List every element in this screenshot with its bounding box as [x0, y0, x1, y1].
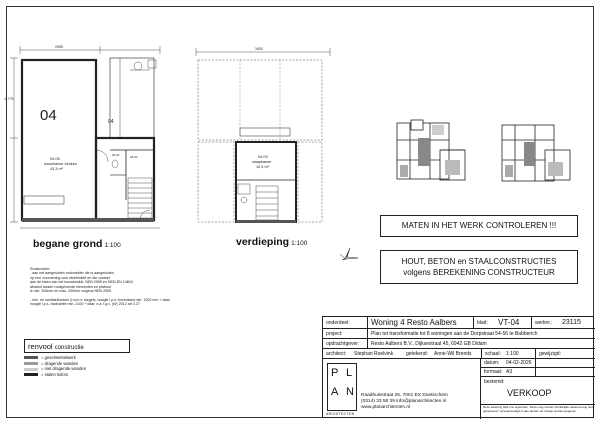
- tb-row-formaat: [481, 368, 595, 377]
- note-line: - aan net aangesloten rookmelder die is aangesloten: [30, 271, 114, 276]
- legend-label: = gevelmetselwerk: [41, 355, 76, 360]
- tb-onderdeel-value: Woning 4 Resto Aalbers: [367, 317, 473, 328]
- tb-architect-value: Stephan Roelvink: [354, 350, 394, 357]
- tb-row-opdrachtgever: [323, 339, 595, 349]
- ground-dim-top: 2055: [55, 45, 63, 49]
- plan-logo: [327, 363, 357, 411]
- legend-row: [24, 372, 86, 378]
- tb-address1: Raadhuisstraat 25, 7001 EX Doetinchem: [361, 393, 448, 398]
- plan-logo-letter: N: [346, 386, 354, 398]
- ground-floor-title-text: begane grond: [33, 238, 103, 250]
- tb-onderdeel-label: onderdeel:: [326, 319, 350, 326]
- material-legend: [24, 355, 86, 377]
- tb-architect-label: architect:: [326, 350, 347, 357]
- tb-gewijzigd-column: [535, 349, 536, 377]
- ground-unit-number: 04: [40, 107, 57, 124]
- tb-getekend-value: Anne-Wil Brends: [434, 350, 472, 357]
- ground-room-name: 04-06: [50, 157, 60, 161]
- north-arrow-icon: [336, 248, 358, 260]
- tb-row-architect: [323, 349, 595, 359]
- upper-floor-plan: [196, 48, 330, 223]
- renvool-word2: constructie: [54, 345, 84, 351]
- note-line: op een voorziening voor elektriciteit en die voldoet: [30, 275, 110, 280]
- tb-row-onderdeel: [323, 317, 595, 329]
- plan-logo-letter: A: [331, 386, 339, 398]
- tb-address2: (0314) 33 58 39 info@planarchitecten.nl: [361, 399, 447, 404]
- note-line: afstand tussen rookgevende elementen en plafond: [30, 284, 111, 289]
- construction-line1: HOUT, BETON en STAALCONSTRUCTIES: [401, 257, 557, 266]
- tb-bestemd-label: bestemd:: [484, 379, 505, 385]
- tb-address3: www.planarchitecten.nl: [361, 405, 411, 410]
- upper-floor-title-text: verdieping: [236, 236, 290, 248]
- key-plan-upper: [502, 125, 570, 181]
- warning-text: MATEN IN HET WERK CONTROLEREN !!!: [401, 221, 557, 230]
- legend-swatch: [24, 368, 38, 371]
- tb-address: [361, 393, 448, 411]
- tb-project-value: Plan tot transformatie tot 8 woningen aan de Dorpstraat 54-56 te Babberich: [367, 329, 595, 338]
- legend-label: = stalen kolom: [41, 371, 69, 377]
- title-block: [322, 316, 594, 418]
- tb-blad-value: VT-04: [498, 318, 520, 327]
- tb-werknr-value: 23115: [562, 319, 581, 326]
- upper-room-name: 04-09: [258, 155, 268, 159]
- tb-formaat-label: formaat:: [484, 369, 503, 375]
- tb-row-project: [323, 329, 595, 339]
- key-plan-ground: [397, 120, 465, 180]
- construction-line2: volgens BEREKENING CONSTRUCTEUR: [403, 268, 555, 277]
- note-line: - min. en sanitair/keuken (r.d.m.v. toegels, hoogte l.p.s. bovenkant min. 1200 mm + daar,: [30, 297, 171, 302]
- tb-opdrachtgever-value: Resto Aalbers B.V., Dijksestraat 45, 6942 GB Didam: [367, 339, 595, 348]
- ground-dim-left: 11775: [4, 97, 14, 101]
- tb-blad-label: blad:: [473, 317, 495, 328]
- renvool-word1: renvool: [28, 342, 53, 351]
- tb-schaal-value: 1:100: [506, 350, 519, 357]
- legend-label: = niet dragende wanden: [41, 366, 87, 372]
- tb-bestemd: [481, 377, 595, 405]
- renvool-box: [24, 339, 130, 353]
- tb-gewijzigd-label: gewijzigd:: [535, 349, 595, 358]
- plan-logo-letter: L: [346, 367, 353, 379]
- note-line: aan de eisen van het bouwbesluit, NEN 2555 en NEN-EN 14604: [30, 280, 133, 285]
- plan-logo-letter: P: [331, 367, 339, 379]
- plan-logo-sub: ARCHITECTEN: [326, 412, 355, 416]
- tb-disclaimer: Deze tekening blijft ons eigendom. Deze mag zonder schriftelijke toestemming niet gekopieerd, verveelvoudigd of aan derden ter inzage worden gegeven.: [483, 405, 593, 413]
- ground-room-area: 43,3 m²: [50, 167, 63, 171]
- note-line: Rookmelder:: [30, 267, 51, 271]
- warning-box: [380, 215, 578, 237]
- tb-datum-label: datum:: [484, 360, 500, 366]
- construction-box: [380, 250, 578, 284]
- tb-bestemd-value: VERKOOP: [507, 388, 552, 398]
- tb-opdrachtgever-label: opdrachtgever:: [326, 340, 360, 347]
- legend-label: = dragende wanden: [41, 360, 79, 366]
- ground-room-text: woonkamer keuken: [44, 162, 77, 166]
- ground-floor-plan: [10, 46, 160, 228]
- legend-swatch: [24, 356, 38, 359]
- tb-schaal-label: schaal:: [481, 349, 503, 358]
- tb-project-label: project:: [326, 330, 343, 337]
- tb-logo-area: [323, 359, 481, 419]
- legend-swatch: [24, 373, 38, 376]
- ground-room-toilet: 04-01: [112, 153, 120, 157]
- tb-formaat-value: A3: [506, 369, 513, 375]
- upper-floor-title: [236, 236, 307, 248]
- tb-row-datum: [481, 359, 595, 368]
- tb-getekend-label: getekend:: [406, 350, 428, 357]
- ground-room-entree: 04-02: [130, 155, 138, 159]
- smoke-detector-notes: [30, 267, 180, 307]
- ground-door-tag: 04: [108, 119, 114, 125]
- tb-datum-value: 04-02-2026: [506, 360, 532, 366]
- ground-floor-scale: 1:100: [104, 242, 121, 249]
- upper-room-text: slaapkamer: [252, 160, 272, 164]
- note-line: hoogte l.p.s. badruimte min. 2100 + daar, e.a. t.g.v. (W) 2012 art 3.27: [30, 302, 140, 307]
- ground-floor-title: [33, 238, 121, 250]
- upper-room-area: 10,5 m²: [256, 165, 269, 169]
- tb-werknr-label: werknr.:: [531, 317, 561, 328]
- upper-floor-scale: 1:100: [291, 240, 308, 247]
- legend-swatch: [24, 362, 38, 365]
- note-line: is min. 300mm en max. 200mm volgens NEN 2555: [30, 289, 112, 294]
- upper-dim-top: 3400: [255, 47, 263, 51]
